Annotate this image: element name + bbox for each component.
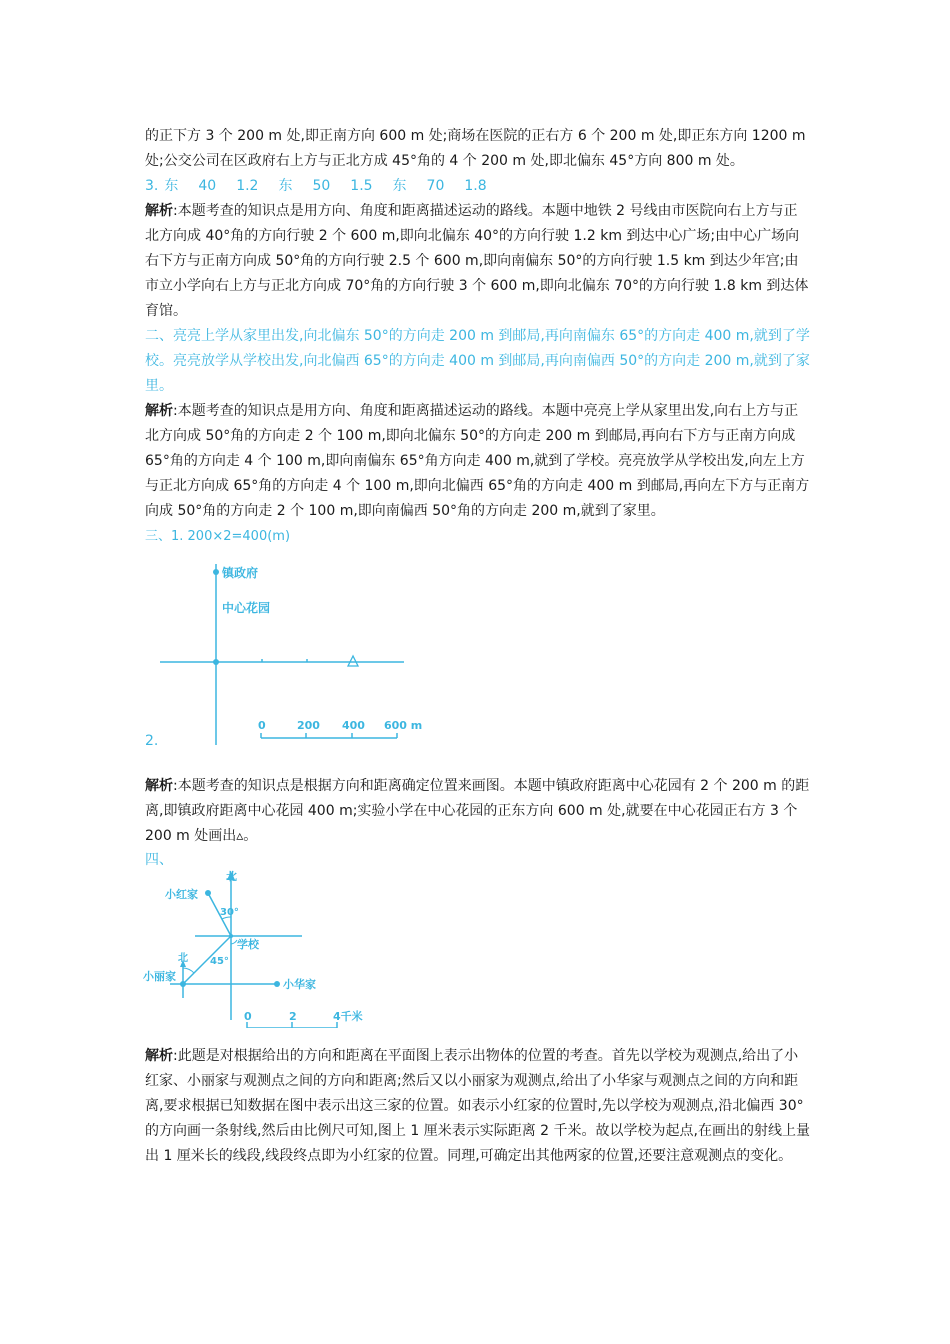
answer-3-row bbox=[145, 174, 810, 199]
analysis-text: :本题考查的知识点是用方向、角度和距离描述运动的路线。本题中地铁 2 号线由市医院向右上方与正北方向成 40°角的方向行驶 2 个 600 m,即向北偏东 40°的方向行驶 1.2 km 到达中心广场;由中心广场向右下方与正南方向成 50°角的方向行驶 2.5 个 600 m,即向南偏东 50°的方向行驶 1.5 km 到达少年宫;由市立小学向右上方与正北方向成 70°角的方向行驶 3 个 600 m,即向北偏东 70°的方向行驶 1.8 km 到达体育馆。 bbox=[145, 203, 809, 319]
xiaohong-point bbox=[205, 890, 211, 896]
answer-item: 东 bbox=[392, 178, 407, 194]
figure-town-map bbox=[150, 552, 430, 752]
school-triangle-marker bbox=[348, 656, 358, 666]
scale-label: 0 bbox=[258, 719, 266, 732]
analysis-4 bbox=[145, 1044, 810, 1169]
gov-label: 镇政府 bbox=[222, 566, 259, 580]
xiaoli-label: 小丽家 bbox=[143, 970, 176, 983]
analysis-label: 解析 bbox=[145, 403, 173, 419]
school-label: 学校 bbox=[237, 938, 259, 951]
analysis-text: :本题考查的知识点是根据方向和距离确定位置来画图。本题中镇政府距离中心花园有 2 个 200 m 的距离,即镇政府距离中心花园 400 m;实验小学在中心花园的正东方向 600 m 处,就要在中心花园正右方 3 个 200 m 处画出▵。 bbox=[145, 778, 810, 844]
north-label: 北 bbox=[226, 870, 237, 883]
angle-30-label: 30° bbox=[220, 907, 239, 918]
scale-label-2: 4千米 bbox=[333, 1010, 363, 1023]
xiaohua-point bbox=[274, 981, 280, 987]
section-4-label: 四、 bbox=[145, 852, 173, 868]
answer-3-label: 3. bbox=[145, 178, 159, 194]
section-3-line-1: 三、1. 200×2=400(m) bbox=[145, 529, 291, 544]
section-2-answer: 二、亮亮上学从家里出发,向北偏东 50°的方向走 200 m 到邮局,再向南偏东 65°的方向走 400 m,就到了学校。亮亮放学从学校出发,向北偏西 65°的方向走 400 m 到邮局,再向南偏西 50°的方向走 200 m,就到了家里。 bbox=[145, 328, 810, 394]
answer-item: 东 bbox=[164, 178, 179, 194]
xiaohua-label: 小华家 bbox=[283, 978, 316, 991]
answer-item: 40 bbox=[198, 178, 217, 194]
answer-item: 50 bbox=[312, 178, 331, 194]
xiaoli-point bbox=[180, 981, 186, 987]
answer-item: 1.5 bbox=[350, 178, 373, 194]
answer-item: 1.8 bbox=[464, 178, 487, 194]
answer-item: 1.2 bbox=[236, 178, 259, 194]
scale-label-2: 2 bbox=[289, 1010, 297, 1023]
answer-item: 70 bbox=[426, 178, 445, 194]
scale-label: 200 bbox=[297, 719, 320, 732]
gov-point bbox=[213, 569, 219, 575]
garden-point bbox=[213, 659, 219, 665]
analysis-label: 解析 bbox=[145, 1048, 173, 1064]
scale-label: 400 bbox=[342, 719, 365, 732]
analysis-1 bbox=[145, 199, 810, 324]
xiaohong-label: 小红家 bbox=[165, 888, 198, 901]
angle-arc-45 bbox=[183, 968, 194, 973]
analysis-label: 解析 bbox=[145, 203, 173, 219]
answer-item: 东 bbox=[278, 178, 293, 194]
continued-paragraph: 的正下方 3 个 200 m 处,即正南方向 600 m 处;商场在医院的正右方 6 个 200 m 处,即正东方向 1200 m 处;公交公司在区政府右上方与正北方成 45°角的 4 个 200 m 处,即北偏东 45°方向 800 m 处。 bbox=[145, 128, 806, 169]
scale-label: 600 m bbox=[384, 719, 423, 732]
analysis-text: :此题是对根据给出的方向和距离在平面图上表示出物体的位置的考查。首先以学校为观测点,给出了小红家、小丽家与观测点之间的方向和距离;然后又以小丽家为观测点,给出了小华家与观测点之间的方向和距离,要求根据已知数据在图中表示出这三家的位置。如表示小红家的位置时,先以学校为观测点,沿北偏西 30°的方向画一条射线,然后由比例尺可知,图上 1 厘米表示实际距离 2 千米。故以学校为起点,在画出的射线上量出 1 厘米长的线段,线段终点即为小红家的位置。同理,可确定出其他两家的位置,还要注意观测点的变化。 bbox=[145, 1048, 810, 1164]
analysis-3 bbox=[145, 774, 810, 849]
angle-45-label: 45° bbox=[210, 956, 229, 967]
figure-homes-map bbox=[140, 868, 380, 1028]
north-label-2: 北 bbox=[178, 953, 188, 964]
analysis-label: 解析 bbox=[145, 778, 173, 794]
section-3-q2-label: 2. bbox=[145, 733, 159, 749]
analysis-text: :本题考查的知识点是用方向、角度和距离描述运动的路线。本题中亮亮上学从家里出发,向右上方与正北方向成 50°角的方向走 2 个 100 m,即向北偏东 50°的方向走 200 m 到邮局,再向右下方与正南方向成 65°角的方向走 4 个 100 m,即向南偏东 65°角方向走 400 m,就到了学校。亮亮放学从学校出发,向左上方与正北方向成 65°角的方向走 4 个 100 m,即向北偏西 65°角的方向走 400 m 到邮局,再向左下方与正南方向成 50°角的方向走 2 个 100 m,即向南偏西 50°角的方向走 200 m,就到了家里。 bbox=[145, 403, 810, 519]
analysis-2 bbox=[145, 399, 810, 524]
garden-label: 中心花园 bbox=[222, 601, 271, 615]
scale-label-2: 0 bbox=[244, 1010, 252, 1023]
